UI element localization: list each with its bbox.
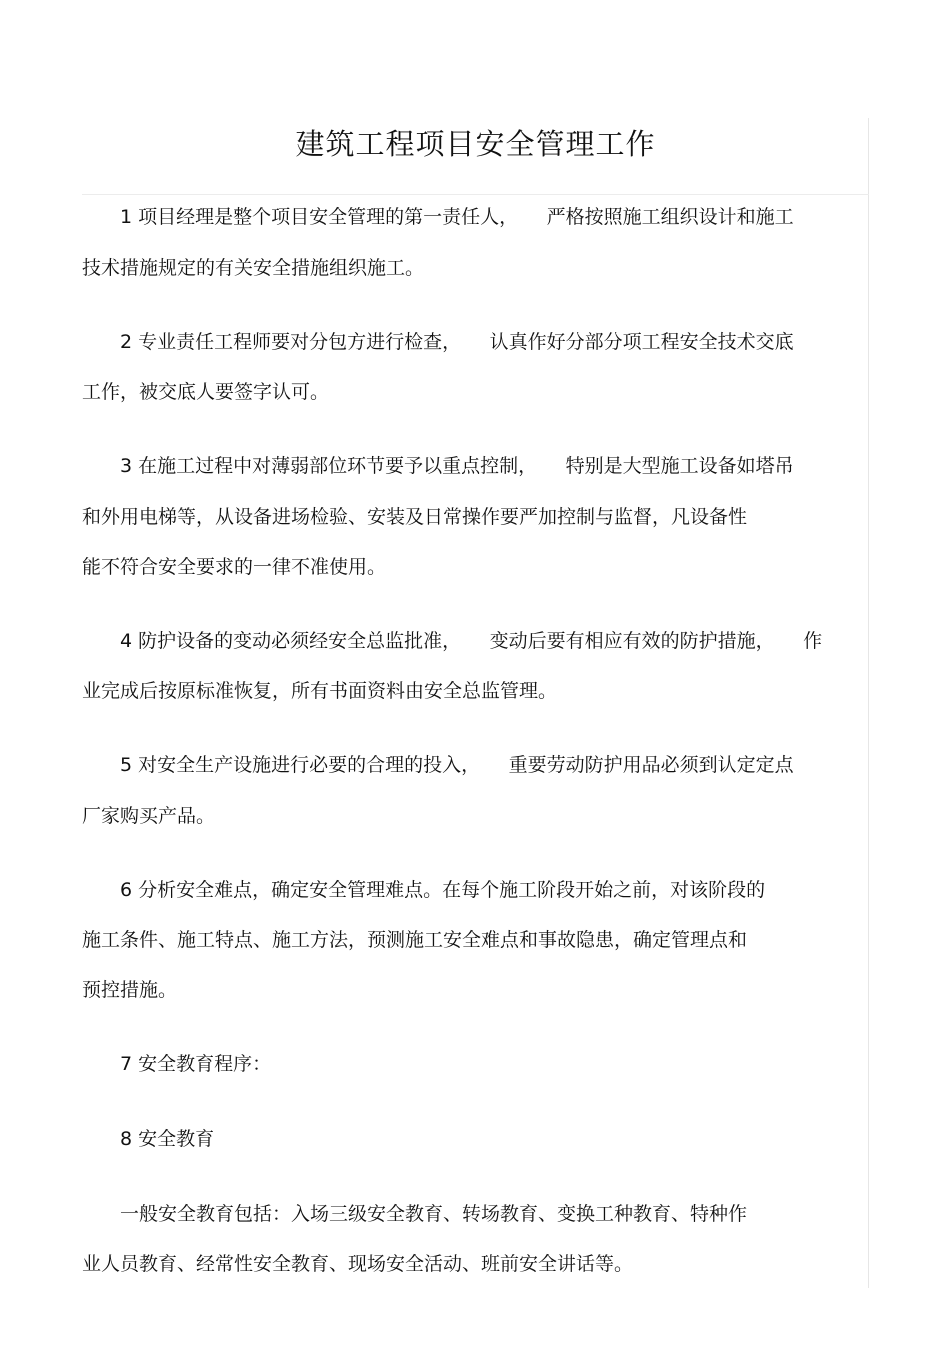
paragraph-1-line-1: 1 项目经理是整个项目安全管理的第一责任人， 严格按照施工组织设计和施工 bbox=[120, 206, 794, 228]
paragraph-4-line-2: 业完成后按原标准恢复，所有书面资料由安全总监管理。 bbox=[82, 680, 558, 702]
paragraph-4-line-1: 4 防护设备的变动必须经安全总监批准， 变动后要有相应有效的防护措施， 作 bbox=[120, 630, 823, 652]
title-divider bbox=[82, 194, 869, 195]
paragraph-3-line-1: 3 在施工过程中对薄弱部位环节要予以重点控制， 特别是大型施工设备如塔吊 bbox=[120, 455, 794, 477]
paragraph-2-line-1: 2 专业责任工程师要对分包方进行检查， 认真作好分部分项工程安全技术交底 bbox=[120, 331, 794, 353]
paragraph-6-line-2: 施工条件、施工特点、施工方法，预测施工安全难点和事故隐患，确定管理点和 bbox=[82, 929, 748, 951]
paragraph-6-line-3: 预控措施。 bbox=[82, 979, 178, 1001]
paragraph-8-line-1: 8 安全教育 bbox=[120, 1128, 215, 1150]
page-edge-divider bbox=[868, 118, 869, 1288]
paragraph-5-line-2: 厂家购买产品。 bbox=[82, 805, 216, 827]
paragraph-9-line-2: 业人员教育、经常性安全教育、现场安全活动、班前安全讲话等。 bbox=[82, 1253, 634, 1275]
paragraph-5-line-1: 5 对安全生产设施进行必要的合理的投入， 重要劳动防护用品必须到认定定点 bbox=[120, 754, 794, 776]
document-title: 建筑工程项目安全管理工作 bbox=[295, 127, 656, 161]
paragraph-9-line-1: 一般安全教育包括：入场三级安全教育、转场教育、变换工种教育、特种作 bbox=[120, 1203, 748, 1225]
paragraph-2-line-2: 工作，被交底人要签字认可。 bbox=[82, 381, 330, 403]
paragraph-1-line-2: 技术措施规定的有关安全措施组织施工。 bbox=[82, 257, 425, 279]
paragraph-3-line-2: 和外用电梯等，从设备进场检验、安装及日常操作要严加控制与监督，凡设备性 bbox=[82, 506, 748, 528]
paragraph-6-line-1: 6 分析安全难点，确定安全管理难点。在每个施工阶段开始之前，对该阶段的 bbox=[120, 879, 766, 901]
paragraph-3-line-3: 能不符合安全要求的一律不准使用。 bbox=[82, 556, 387, 578]
paragraph-7-line-1: 7 安全教育程序： bbox=[120, 1053, 272, 1075]
